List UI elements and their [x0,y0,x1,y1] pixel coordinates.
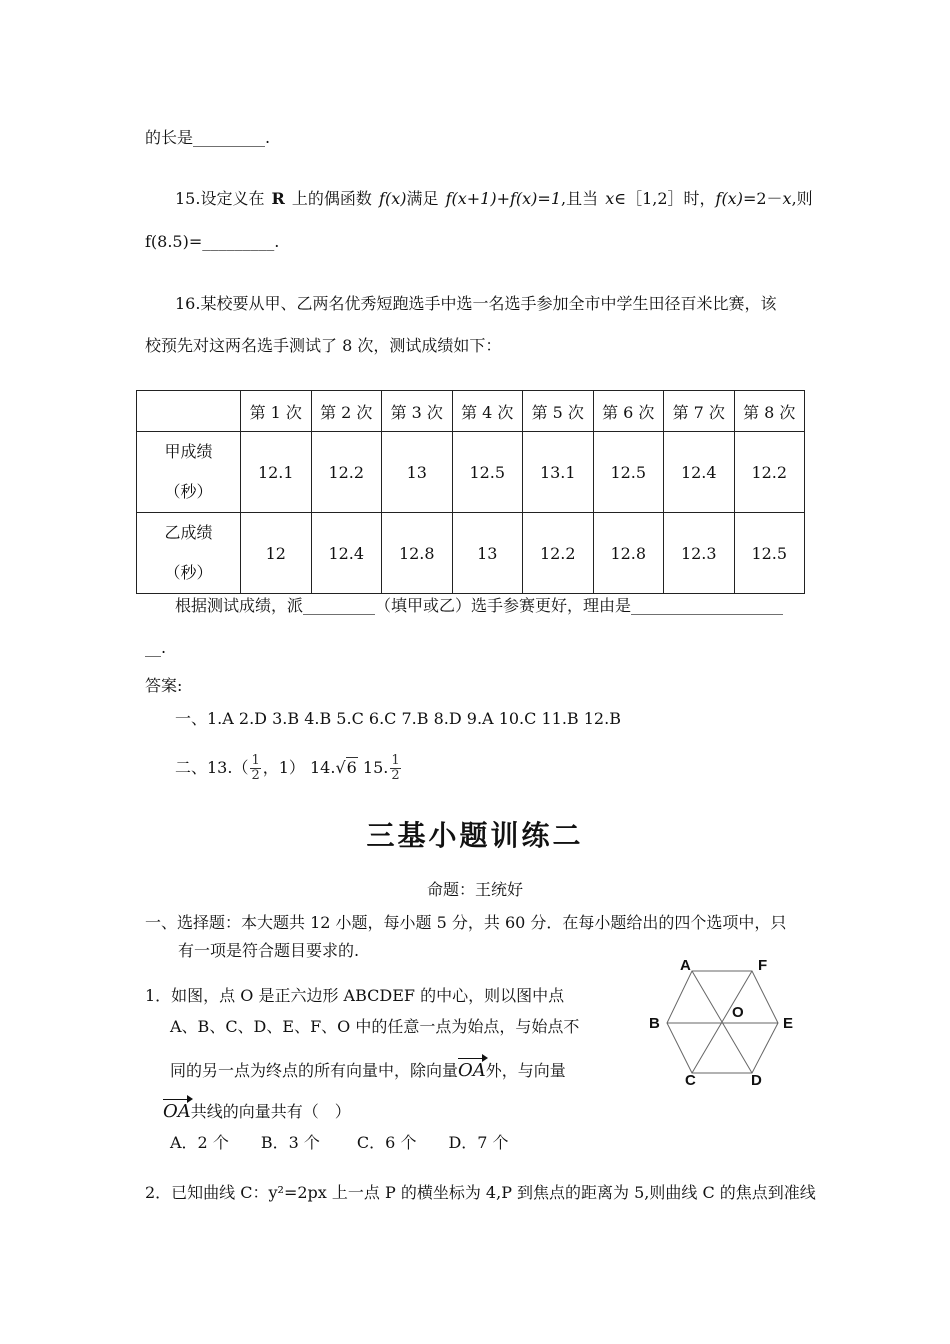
table-header-cell [137,391,241,432]
section-title: 三基小题训练二 [366,819,584,852]
table-header-cell: 第 5 次 [523,391,594,432]
answers-part-1: 一、1.A 2.D 3.B 4.B 5.C 6.C 7.B 8.D 9.A 10.C 11.B 12.B [175,709,621,728]
row-label: 乙成绩 （秒） [137,513,241,594]
table-cell: 12.2 [523,513,594,594]
question-1-line4: OA共线的向量共有（ ） [163,1101,351,1122]
hexagon-figure [645,955,805,1090]
vector-OA: OA [163,1101,191,1122]
table-row [137,513,805,594]
label-C: C [685,1072,696,1089]
table-cell: 12.8 [593,513,664,594]
table-cell: 12 [241,513,312,594]
table-header-cell: 第 1 次 [241,391,312,432]
q14-tail: 的长是_________. [145,128,271,147]
question-16-answer-line2: __. [145,638,167,657]
question-1-options: A．2 个 B．3 个 C．6 个 D．7 个 [170,1133,509,1152]
vector-OA: OA [458,1060,486,1081]
answers-label: 答案: [145,676,183,695]
label-A: A [680,957,691,974]
table-cell: 12.4 [664,432,735,513]
scores-table [136,390,805,594]
author-line: 命题：王统好 [426,880,523,899]
table-cell: 12.5 [452,432,523,513]
label-F: F [758,957,768,974]
table-cell: 12.2 [311,432,382,513]
question-16-line1: 16.某校要从甲、乙两名优秀短跑选手中选一名选手参加全市中学生田径百米比赛，该 [175,294,777,313]
table-cell: 12.5 [593,432,664,513]
section-1-instructions-line2: 有一项是符合题目要求的. [178,941,360,960]
label-D: D [751,1072,762,1089]
question-15-line1: 15.设定义在 R 上的偶函数 f(x)满足 f(x+1)+f(x)=1,且当 x∈［1,2］时，f(x)=2－x,则 [175,189,813,208]
question-16-line2: 校预先对这两名选手测试了 8 次，测试成绩如下： [145,336,502,355]
question-1-line3: 同的另一点为终点的所有向量中，除向量OA外，与向量 [170,1060,566,1081]
fraction: $\frac{1}{2}$ [391,753,400,783]
section-1-instructions-line1: 一、选择题：本大题共 12 小题，每小题 5 分，共 60 分．在每小题给出的四个选项中，只 [145,913,787,932]
question-16-answer-line: 根据测试成绩，派_________（填甲或乙）选手参赛更好，理由是___________________ [175,596,784,615]
table-header-cell: 第 3 次 [382,391,453,432]
table-cell: 12.3 [664,513,735,594]
table-header-cell: 第 6 次 [593,391,664,432]
table-header-cell: 第 4 次 [452,391,523,432]
table-cell: 13.1 [523,432,594,513]
table-cell: 12.5 [734,513,805,594]
question-1-line1: 1．如图，点 O 是正六边形 ABCDEF 的中心，则以图中点 [145,986,565,1005]
question-1-line2: A、B、C、D、E、F、O 中的任意一点为始点，与始点不 [170,1017,580,1036]
fraction: $\frac{1}{2}$ [251,753,260,783]
table-cell: 13 [452,513,523,594]
table-cell: 12.4 [311,513,382,594]
row-label: 甲成绩 （秒） [137,432,241,513]
label-O: O [732,1004,744,1021]
table-header-row [137,391,805,432]
label-E: E [783,1015,794,1032]
label-B: B [649,1015,660,1032]
table-header-cell: 第 7 次 [664,391,735,432]
table-header-cell: 第 8 次 [734,391,805,432]
sqrt-symbol: √ [335,758,346,777]
table-row [137,432,805,513]
table-cell: 12.1 [241,432,312,513]
question-15-line2: f(8.5)=_________. [145,232,280,251]
table-header-cell: 第 2 次 [311,391,382,432]
table-cell: 13 [382,432,453,513]
table-cell: 12.2 [734,432,805,513]
question-2-line1: 2．已知曲线 C：y²=2px 上一点 P 的横坐标为 4,P 到焦点的距离为 5,则曲线 C 的焦点到准线 [145,1183,816,1202]
answers-part-2: 二、13.（ $\frac{1}{2}$ ，1） 14.√6 15. $\frac{1}{2}$ [175,753,400,783]
table-cell: 12.8 [382,513,453,594]
